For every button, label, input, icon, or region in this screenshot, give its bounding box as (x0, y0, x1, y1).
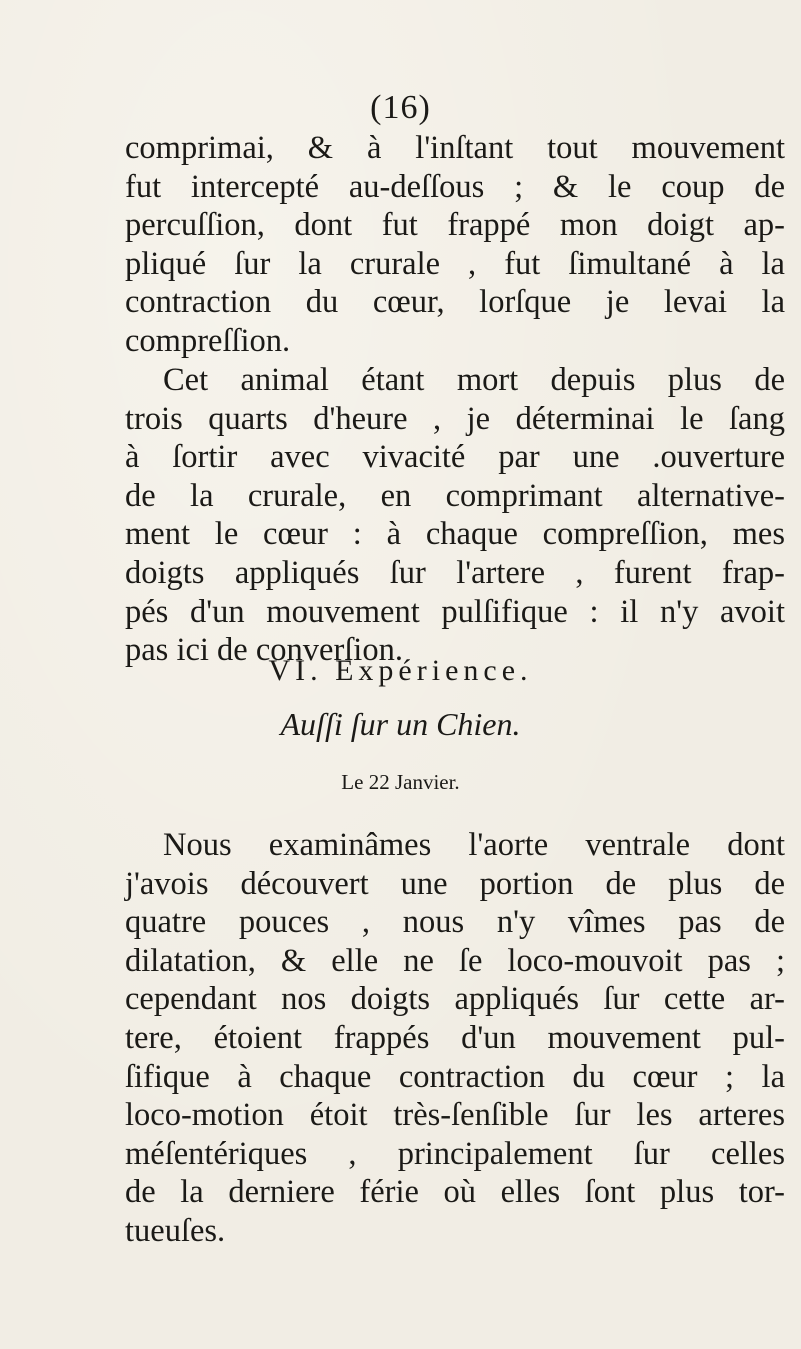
text-line: pés d'un mouvement pulſifique : il n'y avoit (125, 593, 785, 630)
text-line: tueuſes. (125, 1212, 226, 1249)
paragraph-experiment (125, 826, 785, 1251)
text-line: à ſortir avec vivacité par une .ouverture (125, 439, 785, 476)
text-line: loco-motion étoit très-ſenſible ſur les arteres (125, 1097, 785, 1134)
text-line: dilatation, & elle ne ſe loco-mouvoit pas ; (125, 942, 785, 979)
text-line: pliqué ſur la crurale , fut ſimultané à la (125, 245, 785, 282)
text-line: pas ici de converſion. (125, 632, 403, 669)
text-line: Cet animal étant mort depuis plus de (163, 362, 785, 398)
text-line: tere, étoient frappés d'un mouvement pul- (125, 1019, 785, 1056)
text-line: comprimai, & à l'inſtant tout mouvement (125, 130, 785, 166)
paragraph-continued (125, 129, 785, 361)
text-line: contraction du cœur, lorſque je levai la (125, 284, 785, 321)
text-line: méſentériques , principalement ſur celles (125, 1135, 785, 1172)
section-date: Le 22 Janvier. (341, 770, 460, 794)
text-line: de la derniere férie où elles ſont plus tor- (125, 1174, 785, 1211)
text-line: ſifique à chaque contraction du cœur ; la (125, 1058, 785, 1095)
text-line: j'avois découvert une portion de plus de (125, 865, 785, 902)
text-line: quatre pouces , nous n'y vîmes pas de (125, 904, 785, 941)
section-heading: VI. Expérience. (268, 654, 533, 687)
text-line: doigts appliqués ſur l'artere , furent frap- (125, 554, 785, 591)
text-line: fut intercepté au-deſſous ; & le coup de (125, 168, 785, 205)
text-line: Nous examinâmes l'aorte ventrale dont (163, 827, 785, 863)
paragraph-animal-death (125, 361, 785, 670)
text-line: ment le cœur : à chaque compreſſion, mes (125, 516, 785, 553)
section-subtitle: Auſſi ſur un Chien. (280, 706, 521, 742)
page-number: (16) (370, 89, 431, 126)
text-line: percuſſion, dont fut frappé mon doigt ap- (125, 207, 785, 244)
text-line: de la crurale, en comprimant alternative- (125, 477, 785, 514)
text-line: compreſſion. (125, 322, 291, 359)
text-line: trois quarts d'heure , je déterminai le ſang (125, 400, 785, 437)
text-line: cependant nos doigts appliqués ſur cette ar- (125, 981, 785, 1018)
